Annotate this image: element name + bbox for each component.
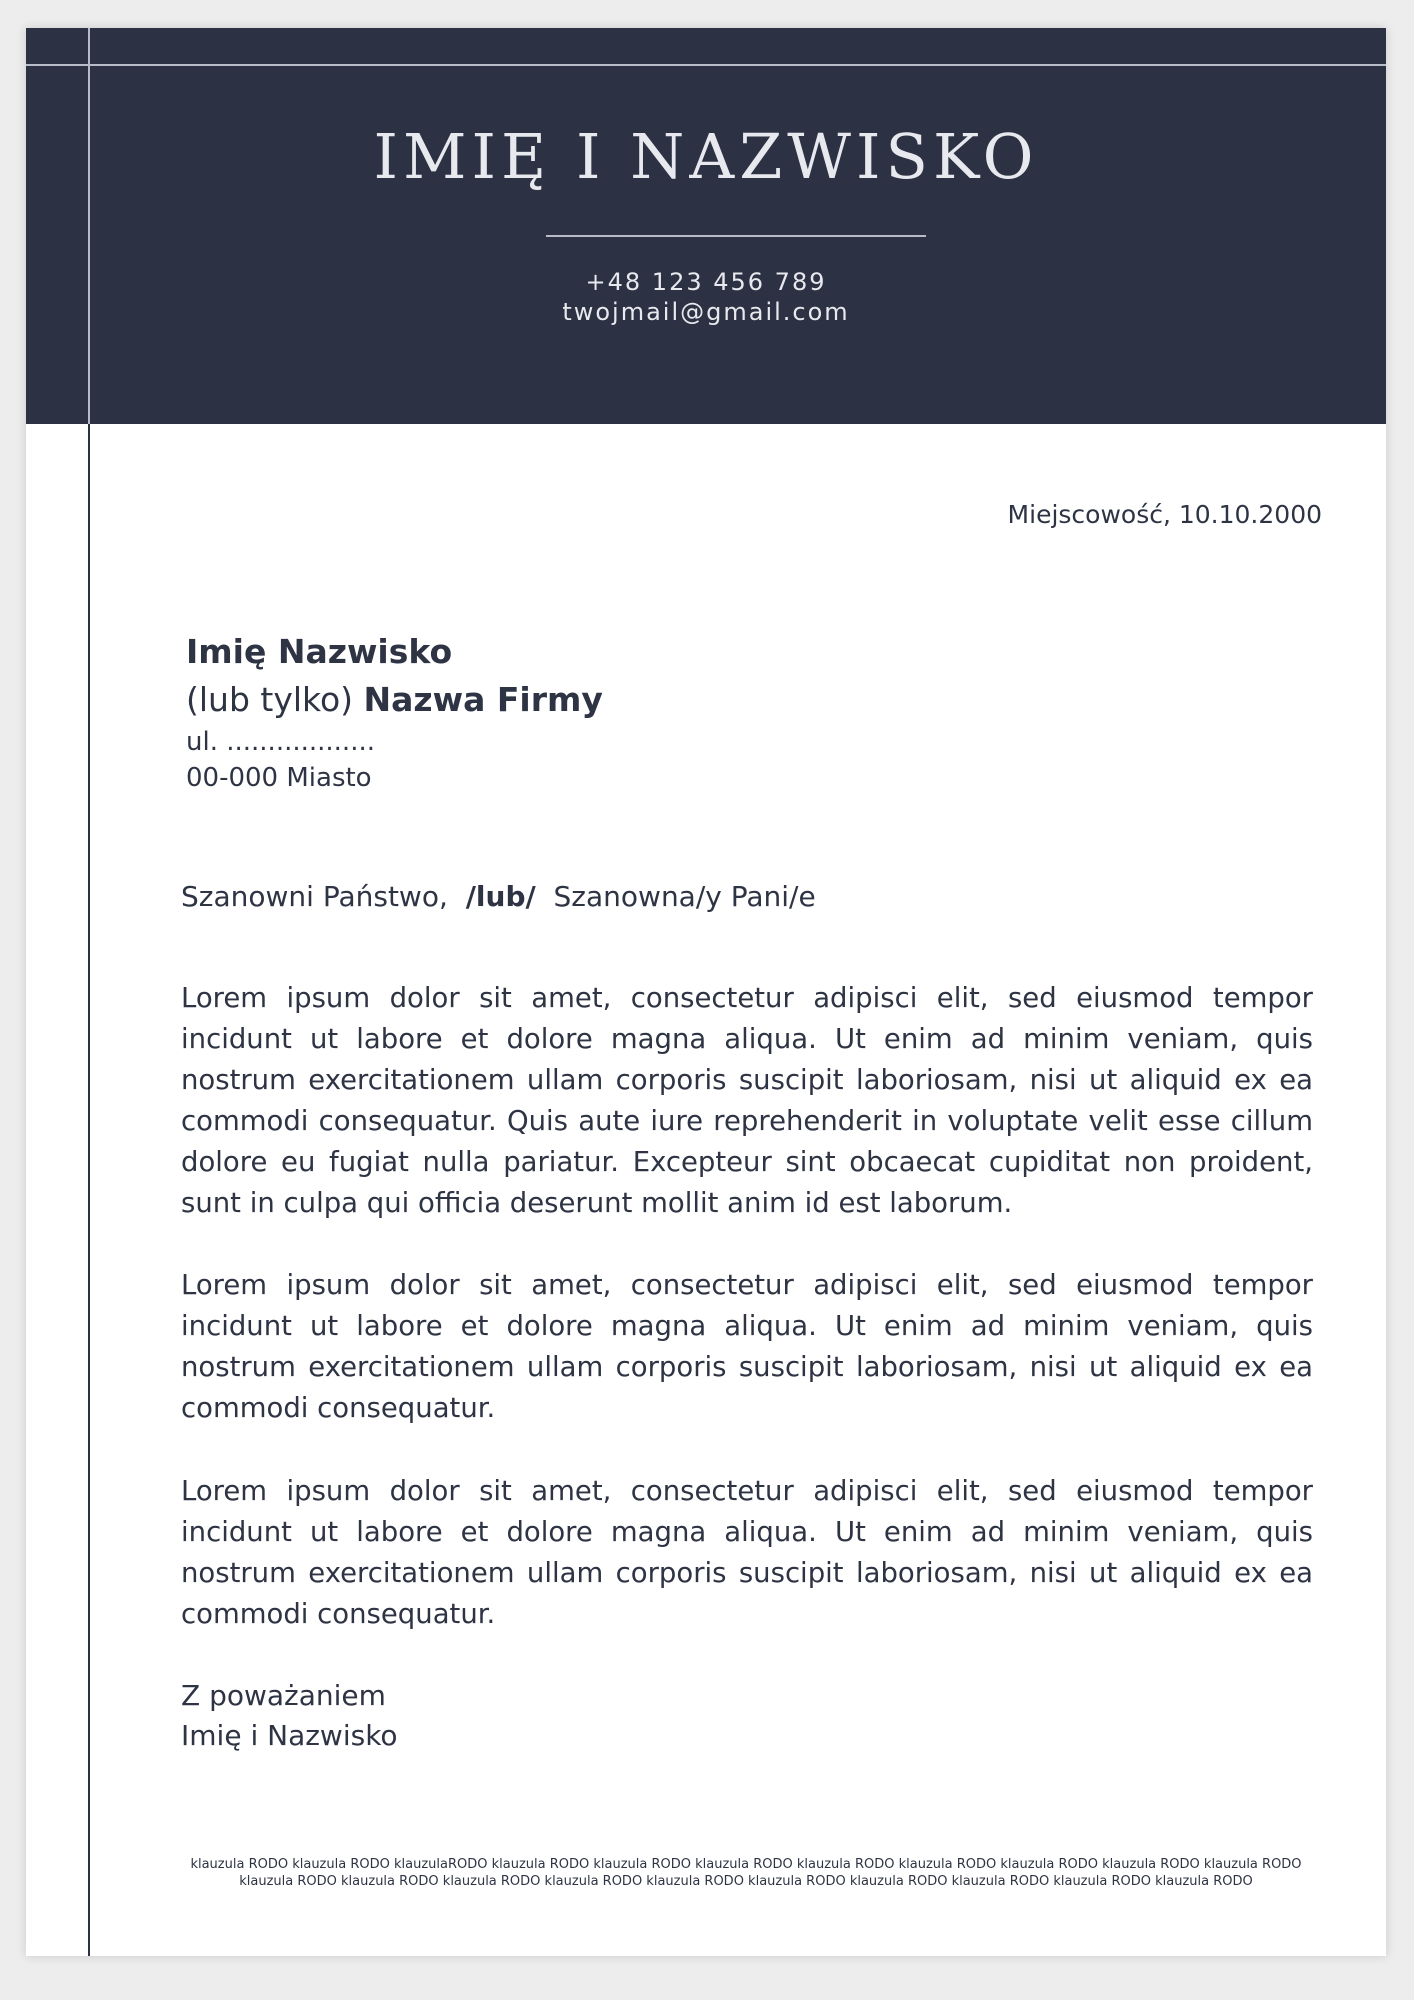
recipient-city: 00-000 Miasto [186, 763, 372, 793]
recipient-street: ul. .................. [186, 727, 375, 757]
recipient-company-prefix: (lub tylko) [186, 680, 354, 719]
body-paragraph: Lorem ipsum dolor sit amet, consectetur adipisci elit, sed eiusmod tempor incidunt ut labore et dolore magna aliqua. Ut enim ad minim veniam, quis nostrum exercitationem ullam corporis suscipit laboriosam, nisi ut aliquid ex ea commodi consequatur. Quis aute iure reprehenderit in voluptate velit esse cillum dolore eu fugiat nulla pariatur. Excepteur sint obcaecat cupiditat non proident, sunt in culpa qui officia deserunt mollit anim id est laborum. [181, 982, 1313, 1219]
body-paragraph: Lorem ipsum dolor sit amet, consectetur adipisci elit, sed eiusmod tempor incidunt ut labore et dolore magna aliqua. Ut enim ad minim veniam, quis nostrum exercitationem ullam corporis suscipit laboriosam, nisi ut aliquid ex ea commodi consequatur. [181, 1269, 1313, 1424]
greeting-or: /lub/ [465, 880, 536, 913]
recipient-name: Imię Nazwisko [186, 632, 453, 671]
closing-regards: Z poważaniem [181, 1679, 386, 1712]
rodo-clause: klauzula RODO klauzula RODO klauzulaRODO klauzula RODO klauzula RODO klauzula RODO klauzula RODO klauzula RODO klauzula RODO klauzula RODO klauzula RODO klauzula RODO klauzula RODO klauzula RODO klauzula RODO klauzula RODO klauzula RODO klauzula RODO klauzula RODO klauzula RODO klauzula RODO [190, 1857, 1302, 1889]
closing-block [181, 1676, 398, 1756]
recipient-block [186, 628, 603, 796]
sender-name-title: IMIĘ I NAZWISKO [373, 120, 1039, 193]
header-horizontal-rule [26, 64, 1386, 66]
title-divider [546, 235, 926, 237]
sender-email: twojmail@gmail.com [562, 298, 850, 326]
header-vertical-rule [88, 28, 90, 424]
header-banner [26, 28, 1386, 424]
sender-phone: +48 123 456 789 [585, 268, 827, 296]
greeting-singular: Szanowna/y Pani/e [553, 880, 816, 913]
body-paragraph: Lorem ipsum dolor sit amet, consectetur adipisci elit, sed eiusmod tempor incidunt ut labore et dolore magna aliqua. Ut enim ad minim veniam, quis nostrum exercitationem ullam corporis suscipit laboriosam, nisi ut aliquid ex ea commodi consequatur. [181, 1475, 1313, 1630]
recipient-company-line [186, 676, 603, 724]
greeting [181, 880, 816, 913]
letter-page [26, 28, 1386, 1956]
closing-signature: Imię i Nazwisko [181, 1719, 398, 1752]
place-date: Miejscowość, 10.10.2000 [1007, 500, 1322, 529]
greeting-plural: Szanowni Państwo, [181, 880, 448, 913]
recipient-company: Nazwa Firmy [363, 680, 603, 719]
